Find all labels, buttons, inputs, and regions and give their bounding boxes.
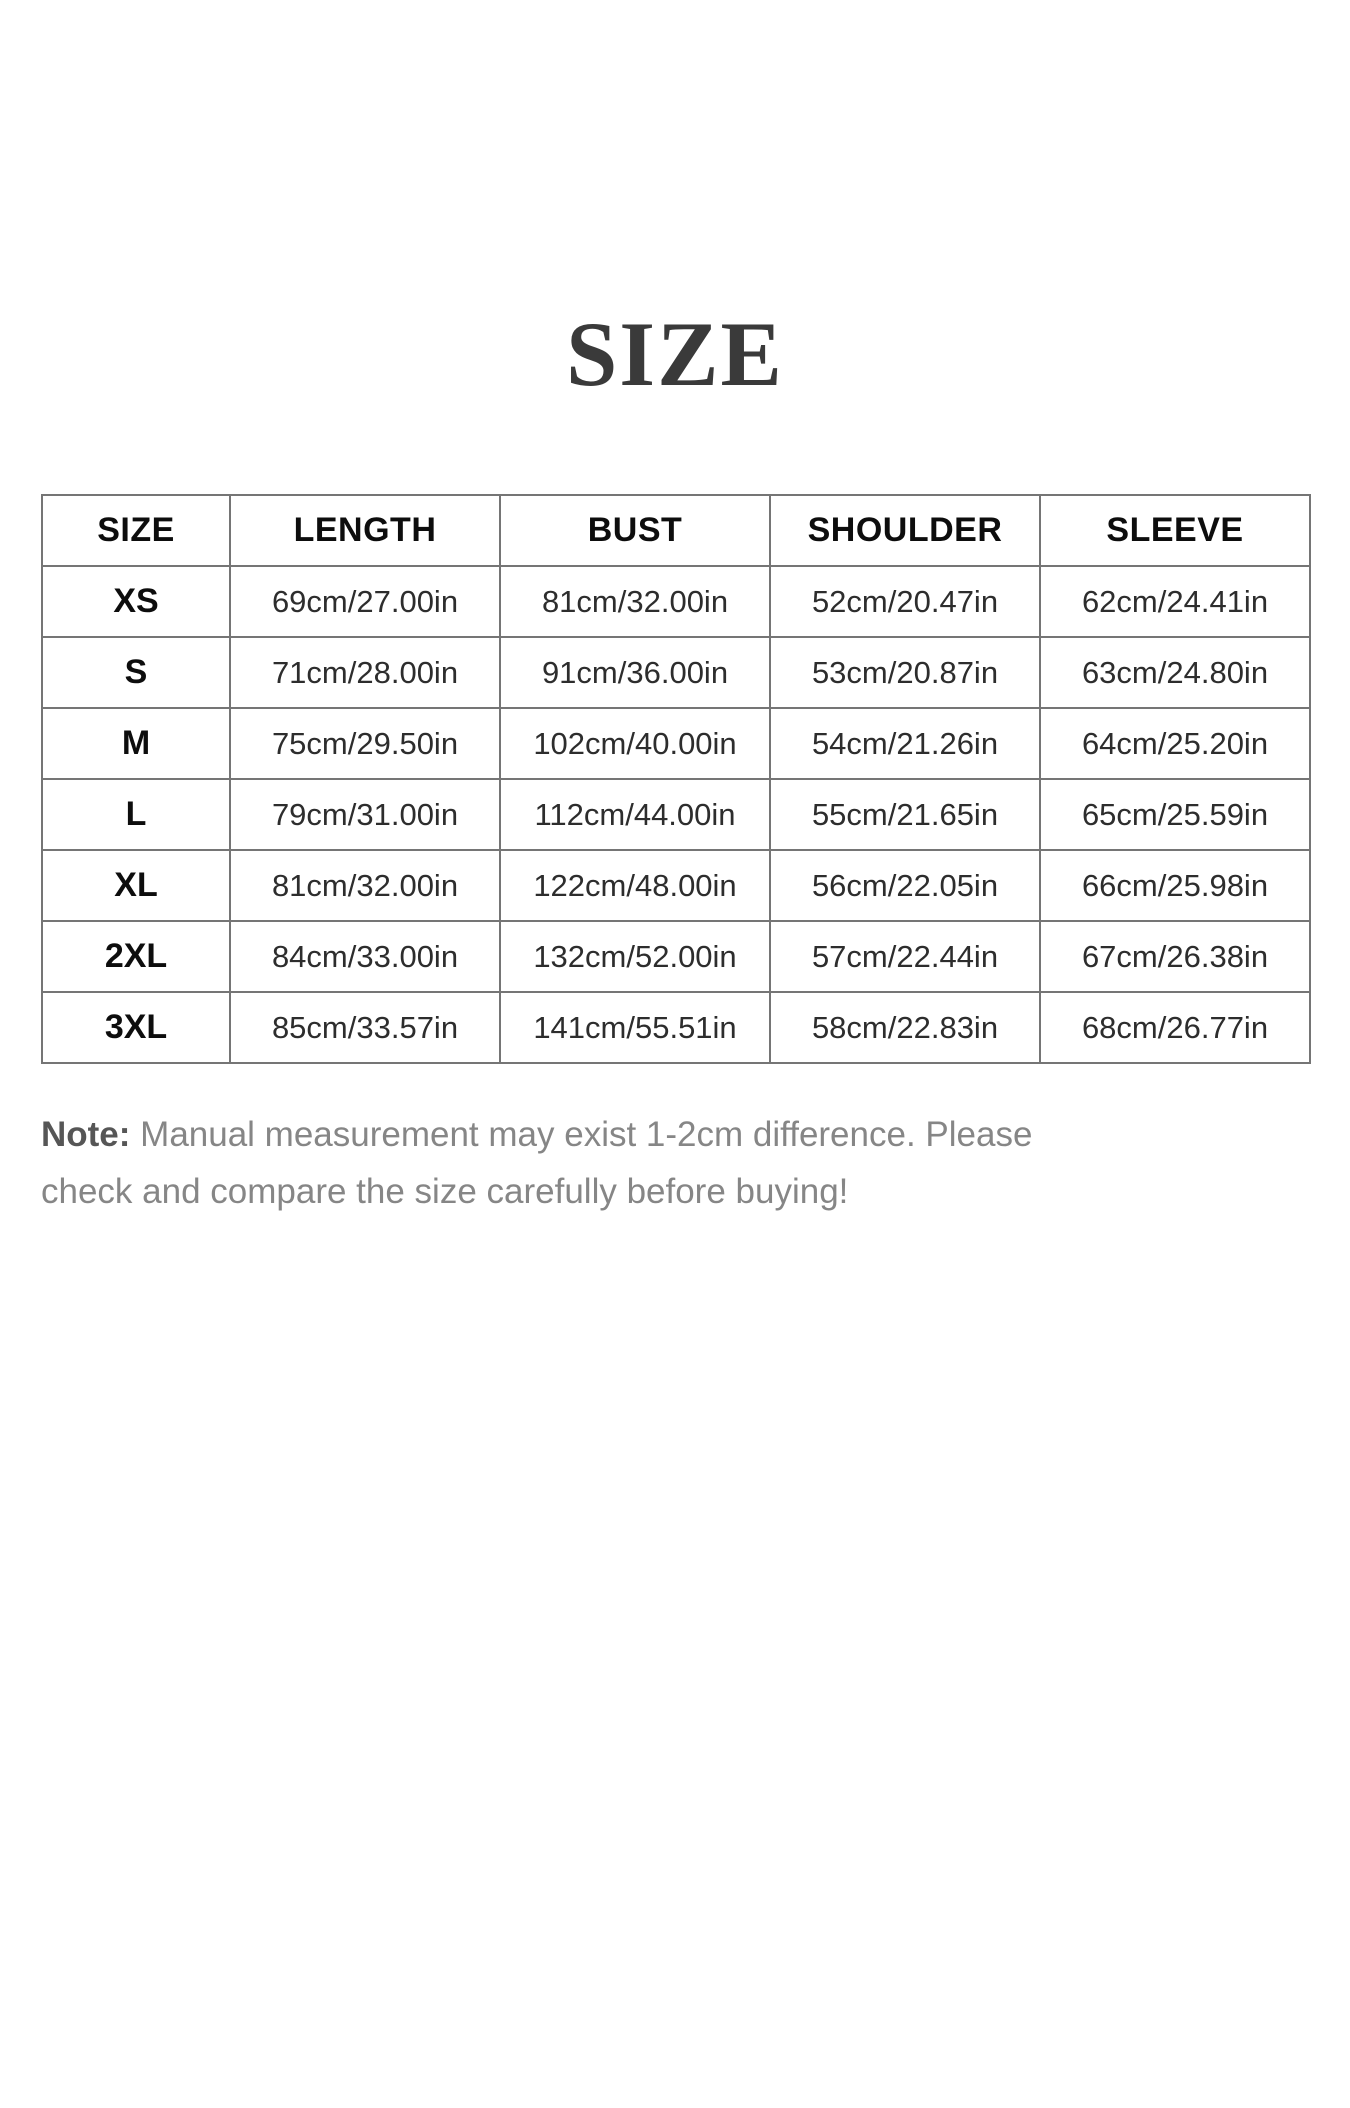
cell-length: 69cm/27.00in xyxy=(230,566,500,637)
note-label: Note: xyxy=(41,1115,131,1154)
cell-length: 81cm/32.00in xyxy=(230,850,500,921)
page-title: SIZE xyxy=(566,303,784,405)
size-chart-table xyxy=(41,494,1311,1064)
column-header-length: LENGTH xyxy=(230,495,500,566)
cell-shoulder: 56cm/22.05in xyxy=(770,850,1040,921)
cell-shoulder: 58cm/22.83in xyxy=(770,992,1040,1063)
row-size-label: XS xyxy=(42,566,230,637)
cell-length: 71cm/28.00in xyxy=(230,637,500,708)
row-size-label: XL xyxy=(42,850,230,921)
cell-shoulder: 53cm/20.87in xyxy=(770,637,1040,708)
cell-sleeve: 64cm/25.20in xyxy=(1040,708,1310,779)
row-size-label: 3XL xyxy=(42,992,230,1063)
column-header-size: SIZE xyxy=(42,495,230,566)
cell-sleeve: 67cm/26.38in xyxy=(1040,921,1310,992)
table-row xyxy=(42,779,1310,850)
table-row xyxy=(42,992,1310,1063)
cell-length: 79cm/31.00in xyxy=(230,779,500,850)
cell-length: 84cm/33.00in xyxy=(230,921,500,992)
cell-shoulder: 57cm/22.44in xyxy=(770,921,1040,992)
table-header-row xyxy=(42,495,1310,566)
cell-shoulder: 52cm/20.47in xyxy=(770,566,1040,637)
cell-bust: 122cm/48.00in xyxy=(500,850,770,921)
cell-shoulder: 55cm/21.65in xyxy=(770,779,1040,850)
row-size-label: L xyxy=(42,779,230,850)
cell-sleeve: 68cm/26.77in xyxy=(1040,992,1310,1063)
cell-bust: 112cm/44.00in xyxy=(500,779,770,850)
row-size-label: 2XL xyxy=(42,921,230,992)
cell-length: 85cm/33.57in xyxy=(230,992,500,1063)
cell-bust: 81cm/32.00in xyxy=(500,566,770,637)
table-row xyxy=(42,921,1310,992)
row-size-label: S xyxy=(42,637,230,708)
cell-sleeve: 65cm/25.59in xyxy=(1040,779,1310,850)
table-row xyxy=(42,850,1310,921)
row-size-label: M xyxy=(42,708,230,779)
column-header-shoulder: SHOULDER xyxy=(770,495,1040,566)
note-text xyxy=(41,1106,1290,1221)
cell-sleeve: 66cm/25.98in xyxy=(1040,850,1310,921)
table-row xyxy=(42,566,1310,637)
cell-bust: 91cm/36.00in xyxy=(500,637,770,708)
cell-bust: 132cm/52.00in xyxy=(500,921,770,992)
note-line2: check and compare the size carefully before buying! xyxy=(41,1172,849,1212)
cell-length: 75cm/29.50in xyxy=(230,708,500,779)
cell-bust: 102cm/40.00in xyxy=(500,708,770,779)
cell-sleeve: 62cm/24.41in xyxy=(1040,566,1310,637)
note-line1: Manual measurement may exist 1-2cm difference. Please xyxy=(130,1115,1033,1154)
table-row xyxy=(42,708,1310,779)
table-row xyxy=(42,637,1310,708)
column-header-bust: BUST xyxy=(500,495,770,566)
column-header-sleeve: SLEEVE xyxy=(1040,495,1310,566)
cell-sleeve: 63cm/24.80in xyxy=(1040,637,1310,708)
cell-bust: 141cm/55.51in xyxy=(500,992,770,1063)
cell-shoulder: 54cm/21.26in xyxy=(770,708,1040,779)
